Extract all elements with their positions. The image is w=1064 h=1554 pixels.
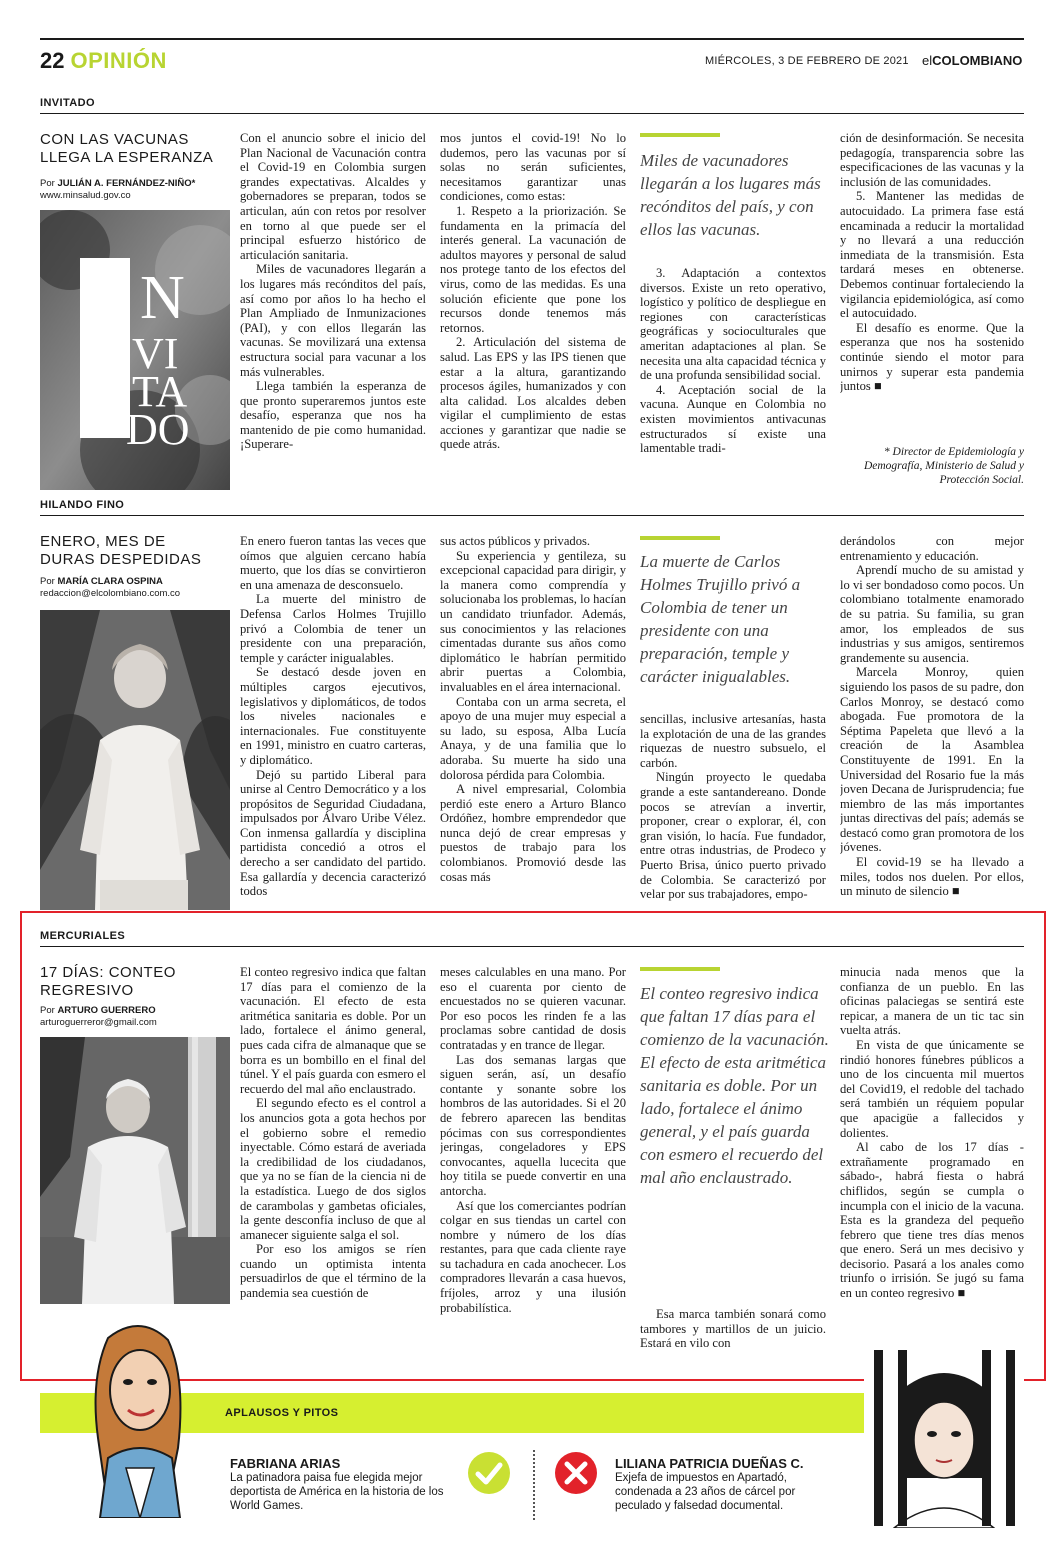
author-contact: www.minsalud.gov.co [40,190,131,201]
svg-text:TA: TA [132,367,188,416]
column-1: En enero fueron tantas las veces que oímos que alguien cercano había muerto, que los días se convirtieron en una amenaza de desconsuelo. La muerte del ministro de Defensa Carlos Holmes Trujillo privó a Colombia de tener un presidente con una preparación, temple y carácter inigualables. Se destacó desde joven en múltiples cargos ejecutivos, legislativos y diplomáticos, de todos los niveles nacionales e internacionales. Fue constituyente en 1991, ministro en cuatro carteras, y diplomático. Dejó su partido Liberal para unirse al Centro Democrático y a los propósitos de Seguridad Ciudadana, impulsados por Álvaro Uribe Vélez. Con inmensa gallardía y disciplina partidista concedió a otros el derecho a ser candidato del partido. Esa gallardía y decencia caracterizó todos [240,534,426,899]
pull-quote: La muerte de Carlos Holmes Trujillo privó a Colombia de tener un presidente con una preparación, temple y carácter inigualables. [640,552,801,686]
section-label-mercuriales: MERCURIALES [40,930,126,942]
cross-icon [554,1451,598,1495]
check-icon [467,1451,511,1495]
pull-quote: El conteo regresivo indica que faltan 17 días para el comienzo de la vacunación. El efecto de esta aritmética sanitaria es doble. Por un lado, fortalece el ánimo general, y el país guarda con esmero el recuerdo del mal año enclaustrado. [640,984,829,1187]
logo-letters: N [140,264,185,332]
svg-text:VI: VI [132,329,179,378]
column-3: 3. Adaptación a contextos diversos. Existe un reto operativo, logístico y político de despliegue en regiones con características geográficas y socioculturales que ameritan adaptaciones al plan. Se necesita una alta capacidad técnica y de una profunda sensibilidad social. 4. Aceptación social de la vacuna. Aunque en Colombia no existen movimientos antivacunas estructurados sí existe una lamentable tradi- [640,266,826,456]
pito-item [615,1456,845,1513]
quote-bar [640,536,720,540]
caricature-woman-behind-bars [864,1348,1024,1528]
page-header [40,48,167,74]
author-credit: * Director de Epidemiología y Demografía, Ministerio de Salud y Protección Social. [863,446,1024,486]
aplauso-text: La patinadora paisa fue elegida mejor deportista de América en la historia de los World Games. [230,1472,444,1512]
caricature-woman-left [68,1318,208,1518]
column-1: El conteo regresivo indica que faltan 17 días para el comienzo de la vacunación. El efecto de esta aritmética sanitaria es doble. Por un lado, fortalece el ánimo general, pues cada cifra de almanaque que se borra es un bombillo en el final del túnel. Y el país guarda con esmero el recuerdo del mal año enclaustrado. El segundo efecto es el control a los anuncios gota a gota hechos por el gobierno sobre el remedio inyectable. Cómo estará de averiada la credibilidad de los ciudadanos, que ya no se fían de la ciencia ni de la estadística. Luego de dos siglos de carambolas y gambetas oficiales, la gente desconfía incluso de que al amanecer siguiente salga el sol. Por eso los amigos se ríen cuando un optimista intenta persuadirlos de que el término de la pandemia sea cuestión de [240,965,426,1301]
column-4: minucia nada menos que la confianza de un pueblo. En las oficinas palaciegas se sentirá este repicar, a manera de un tic tac sin vuelta atrás. En vista de que únicamente se rindió honores fúnebres públicos a uno de los cincuenta mil muertos del Covid19, el redoble del tachado será también un réquiem popular que apacigüe a fallecidos y dolientes. Al cabo de los 17 días -extrañamente programado en sábado-, habrá fiesta o habrá chiflidos, según se cumpla o incumpla con el inicio de la vacuna. Esta es la grandeza del pequeño febrero que tiene tres días menos que enero. Será un mes decisivo y decisorio. Pasará a los anales como triunfo o irrisión. Se jugó su fama en un conteo regresivo ■ [840,965,1024,1301]
quote-bar [640,967,720,971]
aplauso-item [230,1456,450,1513]
column-4: ción de desinformación. Se necesita pedagogía, transparencia sobre las especificaciones de las vacunas y la inclusión de las comunidades. 5. Mantener las medidas de autocuidado. La primera fase está encaminada a reducir la mortalidad y no llevará a una reducción inmediata de la transmisión. Esta tardará meses en obtenerse. Debemos continuar fortaleciendo la vigilancia epidemiológica, así como el autocuidado. El desafío es enorme. Que la esperanza que nos ha sostenido continúe siendo el motor para unirnos y superar esta pandemia juntos ■ [840,131,1024,394]
pull-quote: Miles de vacunadores llegarán a los lugares más recónditos del país, y con ellos las vacunas. [640,151,821,239]
article-title: 17 DÍAS: CONTEO REGRESIVO [40,964,176,999]
article-title: ENERO, MES DE DURAS DESPEDIDAS [40,533,202,568]
section-rule [40,946,1024,947]
pito-text: Exjefa de impuestos en Apartadó, condenada a 23 años de cárcel por peculado y falsedad documental. [615,1472,796,1512]
column-2: mos juntos el covid-19! No lo dudemos, pero las vacunas por sí solas no serán suficientes, necesitamos garantizar unas condiciones, como estas: 1. Respeto a la priorización. Se fundamenta en la primacía del interés general. La vacunación de adultos mayores y personal de salud nos protege tanto de los efectos del virus, como de las medidas. Es una solución eficiente que pone los recursos donde tenemos más retornos. 2. Articulación del sistema de salud. Las EPS y las IPS tienen que estar a la altura, garantizando procesos ágiles, humanizados y con alta calidad. Los alcaldes deben vigilar el cumplimiento de estas acciones y garantizar que nadie se quede atrás. [440,131,626,452]
column-1: Con el anuncio sobre el inicio del Plan Nacional de Vacunación contra el Covid-19 en Colombia surgen grandes expectativas. Alcaldes y gobernadores se preparan, todos se articulan, aún con retos por resolver en torno al que puede ser el principal esfuerzo histórico de articulación sanitaria. Miles de vacunadores llegarán a los lugares más recónditos del país, así como por años lo ha hecho el Plan Ampliado de Inmunizaciones (PAI), y con ellos llegarán las vacunas. Se movilizará una extensa estructura social para vacunar a los más vulnerables. Llega también la esperanza de que pronto superaremos juntos este desafío, esperanza que nos ha mantenido de pie como humanidad. ¡Superare- [240,131,426,452]
section-label-invitado: INVITADO [40,97,95,109]
section-label-aplausos: APLAUSOS Y PITOS [225,1407,339,1419]
section-rule [40,515,1024,516]
brand-logo: elCOLOMBIANO [922,53,1023,68]
pito-name: LILIANA PATRICIA DUEÑAS C. [615,1456,804,1471]
aplausos-divider [533,1450,535,1520]
svg-text:DO: DO [126,405,190,454]
author-contact: arturoguerreror@gmail.com [40,1017,157,1028]
byline: Por ARTURO GUERRERO arturoguerreror@gmail.com [40,1005,157,1028]
top-rule [40,38,1024,40]
section-label-hilando: HILANDO FINO [40,499,125,511]
column-4: derándolos con mejor entrenamiento y educación. Aprendí mucho de su amistad y lo vi ser bondadoso como pocos. Un colombiano totalmente enamorado de su patria. Su familia, su gran amor, los empleados de sus industrias y sus amigos, sentiremos grandemente su ausencia. Marcela Monroy, quien siguiendo los pasos de su padre, don Carlos Monroy, se destacó como abogada. Fue promotora de la Séptima Papeleta que llevó a la creación de la Asamblea Constituyente de 1991. En la Universidad del Rosario fue la más joven Decana de Jurisprudencia; fue miembro de las más importantes juntas directivas del país; además se destacó como gran promotora de los jóvenes. El covid-19 se ha llevado a miles, todos nos duelen. Por ellos, un minuto de silencio ■ [840,534,1024,899]
article-title: CON LAS VACUNAS LLEGA LA ESPERANZA [40,131,214,166]
section-name: OPINIÓN [70,48,167,73]
quote-bar [640,133,720,137]
author-photo [40,610,230,910]
column-2: sus actos públicos y privados. Su experiencia y gentileza, su excepcional capacidad para dirigir, y la manera como comprendía y solucionaba los problemas, lo hacían un candidato triunfador. Además, sus conocimientos y las relaciones cimentadas durante sus años como diplomático le habrían permitido abrir puertas a Colombia, invaluables en el área internacional. Contaba con un arma secreta, el apoyo de una mujer muy especial a su lado, su esposa, Alba Lucía Anaya, y de una familia que lo adoraba. Su muerte ha sido una dolorosa pérdida para Colombia. A nivel empresarial, Colombia perdió este enero a Arturo Blanco Ordóñez, hombre emprendedor que nunca dejó de crear empresas y puestos de trabajo para los colombianos. Promovió desde las cosas más [440,534,626,884]
byline: Por JULIÁN A. FERNÁNDEZ-NIÑO* www.minsalud.gov.co [40,178,196,201]
column-3: sencillas, inclusive artesanías, hasta la explotación de una de las grandes riquezas de nuestro subsuelo, el carbón. Ningún proyecto le quedaba grande a este santandereano. Donde pocos se atrevían a invertir, proponer, crear o explorar, él, con gran visión, lo hacía. Fue fundador, entre otras industrias, de Prodeco y Puerto Brisa, único puerto privado de Colombia. Se caracterizó por velar por sus trabajadores, empo- [640,712,826,902]
aplauso-name: FABRIANA ARIAS [230,1456,341,1471]
column-3: Esa marca también sonará como tambores y martillos de un juicio. Estará en vilo con [640,1307,826,1351]
author-contact: redaccion@elcolombiano.com.co [40,588,181,599]
dateline: MIÉRCOLES, 3 DE FEBRERO DE 2021 [705,55,909,67]
page-number: 22 [40,48,65,73]
author-photo [40,1037,230,1304]
section-rule [40,113,1024,114]
column-2: meses calculables en una mano. Por eso el cuarenta por ciento de encuestados no se quieren vacunar. Por eso pocos les rinden fe a las proclamas sobre cantidad de dosis contratadas y en trance de llegar. Las dos semanas largas que siguen serán, así, un desafío contante y sonante sobre los hombros de las autoridades. Si el 20 de febrero aparecen las benditas pócimas con sus correspondientes jeringas, congeladores y EPS convocantes, aquella lucecita que hoy titila se puede convertir en una antorcha. Así que los comerciantes podrían colgar en sus tiendas un cartel con nombre y número de los días restantes, para que cada cliente raye su tachadura en cada anochecer. Los compradores llevarán a casa huevos, fríjoles, arroz y una ilusión probabilística. [440,965,626,1315]
invitado-logo-image [40,210,230,490]
byline: Por MARÍA CLARA OSPINA redaccion@elcolombiano.com.co [40,576,181,599]
